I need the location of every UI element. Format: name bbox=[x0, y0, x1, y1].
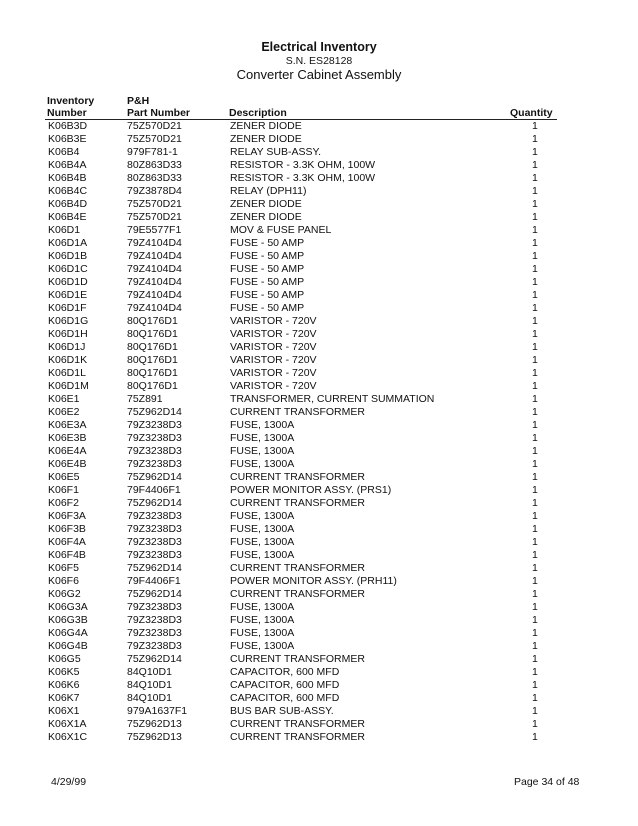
table-row bbox=[0, 237, 638, 250]
part-number-cell: 79Z4104D4 bbox=[127, 237, 182, 249]
table-row bbox=[0, 276, 638, 289]
table-row bbox=[0, 575, 638, 588]
inventory-number-cell: K06F5 bbox=[48, 562, 79, 574]
part-number-cell: 79Z3238D3 bbox=[127, 640, 182, 652]
description-cell: VARISTOR - 720V bbox=[230, 328, 317, 340]
part-number-cell: 75Z962D13 bbox=[127, 718, 182, 730]
quantity-cell: 1 bbox=[532, 172, 538, 184]
part-number-cell: 79Z4104D4 bbox=[127, 276, 182, 288]
description-cell: FUSE, 1300A bbox=[230, 432, 295, 444]
column-header-part-number bbox=[127, 95, 190, 119]
description-cell: RESISTOR - 3.3K OHM, 100W bbox=[230, 172, 376, 184]
part-number-cell: 75Z570D21 bbox=[127, 120, 182, 132]
part-number-cell: 75Z962D14 bbox=[127, 497, 182, 509]
part-number-cell: 80Q176D1 bbox=[127, 367, 178, 379]
column-header-inventory-line1: Inventory bbox=[47, 95, 95, 107]
table-row bbox=[0, 419, 638, 432]
part-number-cell: 79Z3238D3 bbox=[127, 510, 182, 522]
column-header-pn-line2: Part Number bbox=[127, 107, 191, 119]
inventory-number-cell: K06D1L bbox=[48, 367, 86, 379]
part-number-cell: 79Z3238D3 bbox=[127, 549, 182, 561]
description-cell: FUSE, 1300A bbox=[230, 458, 295, 470]
inventory-number-cell: K06G3A bbox=[48, 601, 88, 613]
quantity-cell: 1 bbox=[532, 575, 538, 587]
part-number-cell: 979F781-1 bbox=[127, 146, 178, 158]
table-row bbox=[0, 328, 638, 341]
description-cell: TRANSFORMER, CURRENT SUMMATION bbox=[230, 393, 435, 405]
inventory-number-cell: K06D1B bbox=[48, 250, 88, 262]
quantity-cell: 1 bbox=[532, 224, 538, 236]
part-number-cell: 80Q176D1 bbox=[127, 328, 178, 340]
quantity-cell: 1 bbox=[532, 640, 538, 652]
description-cell: VARISTOR - 720V bbox=[230, 341, 317, 353]
inventory-number-cell: K06E3B bbox=[48, 432, 87, 444]
quantity-cell: 1 bbox=[532, 614, 538, 626]
table-row bbox=[0, 315, 638, 328]
description-cell: ZENER DIODE bbox=[230, 133, 302, 145]
quantity-cell: 1 bbox=[532, 510, 538, 522]
table-row bbox=[0, 250, 638, 263]
description-cell: FUSE - 50 AMP bbox=[230, 263, 305, 275]
table-row bbox=[0, 146, 638, 159]
quantity-cell: 1 bbox=[532, 328, 538, 340]
description-cell: CURRENT TRANSFORMER bbox=[230, 471, 365, 483]
quantity-cell: 1 bbox=[532, 185, 538, 197]
inventory-number-cell: K06D1K bbox=[48, 354, 88, 366]
document-subtitle: Converter Cabinet Assembly bbox=[236, 67, 402, 82]
inventory-number-cell: K06G5 bbox=[48, 653, 81, 665]
part-number-cell: 75Z962D14 bbox=[127, 588, 182, 600]
quantity-cell: 1 bbox=[532, 419, 538, 431]
inventory-number-cell: K06B4A bbox=[48, 159, 87, 171]
quantity-cell: 1 bbox=[532, 120, 538, 132]
description-cell: FUSE, 1300A bbox=[230, 627, 295, 639]
quantity-cell: 1 bbox=[532, 458, 538, 470]
inventory-number-cell: K06D1J bbox=[48, 341, 86, 353]
table-row bbox=[0, 133, 638, 146]
inventory-number-cell: K06B3E bbox=[48, 133, 87, 145]
table-row bbox=[0, 198, 638, 211]
part-number-cell: 79E5577F1 bbox=[127, 224, 182, 236]
table-row bbox=[0, 549, 638, 562]
inventory-number-cell: K06B4B bbox=[48, 172, 87, 184]
table-row bbox=[0, 263, 638, 276]
description-cell: CAPACITOR, 600 MFD bbox=[230, 679, 340, 691]
description-cell: CURRENT TRANSFORMER bbox=[230, 731, 365, 743]
description-cell: CURRENT TRANSFORMER bbox=[230, 497, 365, 509]
inventory-number-cell: K06F4B bbox=[48, 549, 86, 561]
part-number-cell: 80Z863D33 bbox=[127, 172, 182, 184]
table-row bbox=[0, 523, 638, 536]
quantity-cell: 1 bbox=[532, 276, 538, 288]
inventory-number-cell: K06B4 bbox=[48, 146, 80, 158]
quantity-cell: 1 bbox=[532, 133, 538, 145]
inventory-number-cell: K06X1C bbox=[48, 731, 88, 743]
inventory-number-cell: K06E4A bbox=[48, 445, 87, 457]
table-row bbox=[0, 432, 638, 445]
inventory-number-cell: K06G4A bbox=[48, 627, 88, 639]
part-number-cell: 79Z3238D3 bbox=[127, 445, 182, 457]
description-cell: BUS BAR SUB-ASSY. bbox=[230, 705, 334, 717]
column-header-inventory-line2: Number bbox=[47, 107, 87, 119]
description-cell: CURRENT TRANSFORMER bbox=[230, 406, 365, 418]
quantity-cell: 1 bbox=[532, 536, 538, 548]
description-cell: CURRENT TRANSFORMER bbox=[230, 718, 365, 730]
inventory-number-cell: K06B4E bbox=[48, 211, 87, 223]
description-cell: FUSE - 50 AMP bbox=[230, 250, 305, 262]
quantity-cell: 1 bbox=[532, 588, 538, 600]
part-number-cell: 79Z3238D3 bbox=[127, 523, 182, 535]
part-number-cell: 79F4406F1 bbox=[127, 575, 181, 587]
part-number-cell: 75Z962D13 bbox=[127, 731, 182, 743]
description-cell: RELAY (DPH11) bbox=[230, 185, 307, 197]
description-cell: FUSE, 1300A bbox=[230, 445, 295, 457]
part-number-cell: 79Z3238D3 bbox=[127, 536, 182, 548]
description-cell: VARISTOR - 720V bbox=[230, 367, 317, 379]
description-cell: CURRENT TRANSFORMER bbox=[230, 588, 365, 600]
table-row bbox=[0, 211, 638, 224]
serial-number: S.N. ES28128 bbox=[285, 55, 353, 67]
inventory-number-cell: K06G4B bbox=[48, 640, 88, 652]
inventory-number-cell: K06F3A bbox=[48, 510, 86, 522]
table-row bbox=[0, 302, 638, 315]
document-title: Electrical Inventory bbox=[261, 40, 377, 54]
inventory-number-cell: K06F2 bbox=[48, 497, 79, 509]
description-cell: MOV & FUSE PANEL bbox=[230, 224, 332, 236]
table-row bbox=[0, 562, 638, 575]
table-row bbox=[0, 601, 638, 614]
table-row bbox=[0, 627, 638, 640]
quantity-cell: 1 bbox=[532, 484, 538, 496]
description-cell: CAPACITOR, 600 MFD bbox=[230, 692, 340, 704]
description-cell: CURRENT TRANSFORMER bbox=[230, 562, 365, 574]
footer-page-number: Page 34 of 48 bbox=[514, 776, 580, 788]
inventory-number-cell: K06D1C bbox=[48, 263, 88, 275]
table-row bbox=[0, 458, 638, 471]
part-number-cell: 79Z4104D4 bbox=[127, 289, 182, 301]
part-number-cell: 79Z4104D4 bbox=[127, 263, 182, 275]
table-row bbox=[0, 640, 638, 653]
table-row bbox=[0, 718, 638, 731]
part-number-cell: 75Z570D21 bbox=[127, 198, 182, 210]
table-row bbox=[0, 692, 638, 705]
inventory-number-cell: K06D1A bbox=[48, 237, 88, 249]
part-number-cell: 84Q10D1 bbox=[127, 666, 172, 678]
part-number-cell: 80Q176D1 bbox=[127, 354, 178, 366]
description-cell: RESISTOR - 3.3K OHM, 100W bbox=[230, 159, 376, 171]
table-row bbox=[0, 588, 638, 601]
table-row bbox=[0, 679, 638, 692]
part-number-cell: 84Q10D1 bbox=[127, 679, 172, 691]
table-row bbox=[0, 536, 638, 549]
quantity-cell: 1 bbox=[532, 341, 538, 353]
table-row bbox=[0, 445, 638, 458]
table-row bbox=[0, 731, 638, 744]
description-cell: FUSE, 1300A bbox=[230, 419, 295, 431]
part-number-cell: 75Z962D14 bbox=[127, 653, 182, 665]
inventory-number-cell: K06E5 bbox=[48, 471, 80, 483]
quantity-cell: 1 bbox=[532, 705, 538, 717]
part-number-cell: 75Z570D21 bbox=[127, 211, 182, 223]
quantity-cell: 1 bbox=[532, 679, 538, 691]
quantity-cell: 1 bbox=[532, 601, 538, 613]
quantity-cell: 1 bbox=[532, 380, 538, 392]
quantity-cell: 1 bbox=[532, 211, 538, 223]
column-header-quantity: Quantity bbox=[510, 107, 553, 119]
description-cell: ZENER DIODE bbox=[230, 198, 302, 210]
quantity-cell: 1 bbox=[532, 393, 538, 405]
part-number-cell: 79Z3238D3 bbox=[127, 627, 182, 639]
part-number-cell: 84Q10D1 bbox=[127, 692, 172, 704]
inventory-table bbox=[0, 120, 638, 744]
table-row bbox=[0, 289, 638, 302]
inventory-number-cell: K06D1G bbox=[48, 315, 89, 327]
inventory-number-cell: K06D1F bbox=[48, 302, 87, 314]
description-cell: FUSE, 1300A bbox=[230, 523, 295, 535]
description-cell: VARISTOR - 720V bbox=[230, 315, 317, 327]
inventory-number-cell: K06D1 bbox=[48, 224, 81, 236]
inventory-number-cell: K06K6 bbox=[48, 679, 80, 691]
inventory-number-cell: K06E4B bbox=[48, 458, 87, 470]
description-cell: FUSE - 50 AMP bbox=[230, 276, 305, 288]
quantity-cell: 1 bbox=[532, 354, 538, 366]
quantity-cell: 1 bbox=[532, 497, 538, 509]
inventory-number-cell: K06F3B bbox=[48, 523, 86, 535]
description-cell: FUSE - 50 AMP bbox=[230, 237, 305, 249]
description-cell: FUSE - 50 AMP bbox=[230, 289, 305, 301]
inventory-number-cell: K06K7 bbox=[48, 692, 80, 704]
inventory-number-cell: K06D1M bbox=[48, 380, 89, 392]
column-header-description: Description bbox=[229, 107, 287, 119]
part-number-cell: 75Z570D21 bbox=[127, 133, 182, 145]
table-row bbox=[0, 354, 638, 367]
quantity-cell: 1 bbox=[532, 237, 538, 249]
quantity-cell: 1 bbox=[532, 549, 538, 561]
quantity-cell: 1 bbox=[532, 289, 538, 301]
quantity-cell: 1 bbox=[532, 263, 538, 275]
table-row bbox=[0, 159, 638, 172]
inventory-number-cell: K06F1 bbox=[48, 484, 79, 496]
part-number-cell: 79Z3238D3 bbox=[127, 458, 182, 470]
description-cell: RELAY SUB-ASSY. bbox=[230, 146, 322, 158]
description-cell: CURRENT TRANSFORMER bbox=[230, 653, 365, 665]
description-cell: FUSE - 50 AMP bbox=[230, 302, 305, 314]
footer-date: 4/29/99 bbox=[51, 776, 87, 788]
table-row bbox=[0, 367, 638, 380]
description-cell: FUSE, 1300A bbox=[230, 510, 295, 522]
description-cell: FUSE, 1300A bbox=[230, 549, 295, 561]
inventory-number-cell: K06G3B bbox=[48, 614, 88, 626]
description-cell: VARISTOR - 720V bbox=[230, 354, 317, 366]
inventory-number-cell: K06X1A bbox=[48, 718, 87, 730]
description-cell: ZENER DIODE bbox=[230, 120, 302, 132]
inventory-number-cell: K06E2 bbox=[48, 406, 80, 418]
quantity-cell: 1 bbox=[532, 146, 538, 158]
quantity-cell: 1 bbox=[532, 653, 538, 665]
inventory-number-cell: K06D1E bbox=[48, 289, 88, 301]
description-cell: CAPACITOR, 600 MFD bbox=[230, 666, 340, 678]
part-number-cell: 79Z3238D3 bbox=[127, 614, 182, 626]
inventory-number-cell: K06F6 bbox=[48, 575, 79, 587]
quantity-cell: 1 bbox=[532, 432, 538, 444]
quantity-cell: 1 bbox=[532, 627, 538, 639]
part-number-cell: 79F4406F1 bbox=[127, 484, 181, 496]
table-row bbox=[0, 341, 638, 354]
part-number-cell: 79Z3238D3 bbox=[127, 419, 182, 431]
quantity-cell: 1 bbox=[532, 250, 538, 262]
table-row bbox=[0, 224, 638, 237]
inventory-number-cell: K06D1H bbox=[48, 328, 88, 340]
quantity-cell: 1 bbox=[532, 718, 538, 730]
quantity-cell: 1 bbox=[532, 367, 538, 379]
part-number-cell: 80Q176D1 bbox=[127, 341, 178, 353]
table-row bbox=[0, 653, 638, 666]
table-row bbox=[0, 471, 638, 484]
part-number-cell: 79Z3238D3 bbox=[127, 432, 182, 444]
description-cell: VARISTOR - 720V bbox=[230, 380, 317, 392]
inventory-number-cell: K06D1D bbox=[48, 276, 88, 288]
inventory-number-cell: K06B3D bbox=[48, 120, 88, 132]
part-number-cell: 79Z3878D4 bbox=[127, 185, 182, 197]
table-row bbox=[0, 510, 638, 523]
inventory-number-cell: K06B4D bbox=[48, 198, 88, 210]
part-number-cell: 80Q176D1 bbox=[127, 380, 178, 392]
inventory-number-cell: K06E3A bbox=[48, 419, 87, 431]
table-row bbox=[0, 497, 638, 510]
part-number-cell: 79Z4104D4 bbox=[127, 250, 182, 262]
table-row bbox=[0, 705, 638, 718]
part-number-cell: 75Z962D14 bbox=[127, 471, 182, 483]
description-cell: FUSE, 1300A bbox=[230, 536, 295, 548]
quantity-cell: 1 bbox=[532, 731, 538, 743]
quantity-cell: 1 bbox=[532, 315, 538, 327]
quantity-cell: 1 bbox=[532, 159, 538, 171]
part-number-cell: 75Z962D14 bbox=[127, 562, 182, 574]
table-row bbox=[0, 393, 638, 406]
table-row bbox=[0, 614, 638, 627]
column-header-pn-line1: P&H bbox=[127, 95, 150, 107]
description-cell: FUSE, 1300A bbox=[230, 640, 295, 652]
table-row bbox=[0, 484, 638, 497]
part-number-cell: 79Z3238D3 bbox=[127, 601, 182, 613]
part-number-cell: 80Q176D1 bbox=[127, 315, 178, 327]
description-cell: FUSE, 1300A bbox=[230, 601, 295, 613]
table-row bbox=[0, 172, 638, 185]
table-row bbox=[0, 120, 638, 133]
quantity-cell: 1 bbox=[532, 471, 538, 483]
part-number-cell: 79Z4104D4 bbox=[127, 302, 182, 314]
table-row bbox=[0, 666, 638, 679]
description-cell: POWER MONITOR ASSY. (PRH11) bbox=[230, 575, 397, 587]
quantity-cell: 1 bbox=[532, 562, 538, 574]
table-row bbox=[0, 406, 638, 419]
quantity-cell: 1 bbox=[532, 692, 538, 704]
description-cell: ZENER DIODE bbox=[230, 211, 302, 223]
inventory-number-cell: K06B4C bbox=[48, 185, 88, 197]
quantity-cell: 1 bbox=[532, 445, 538, 457]
table-row bbox=[0, 380, 638, 393]
table-row bbox=[0, 185, 638, 198]
quantity-cell: 1 bbox=[532, 406, 538, 418]
quantity-cell: 1 bbox=[532, 302, 538, 314]
inventory-number-cell: K06X1 bbox=[48, 705, 80, 717]
quantity-cell: 1 bbox=[532, 523, 538, 535]
inventory-number-cell: K06G2 bbox=[48, 588, 81, 600]
description-cell: FUSE, 1300A bbox=[230, 614, 295, 626]
part-number-cell: 979A1637F1 bbox=[127, 705, 188, 717]
part-number-cell: 75Z891 bbox=[127, 393, 163, 405]
description-cell: POWER MONITOR ASSY. (PRS1) bbox=[230, 484, 392, 496]
quantity-cell: 1 bbox=[532, 666, 538, 678]
column-header-inventory-number bbox=[47, 95, 94, 119]
inventory-number-cell: K06F4A bbox=[48, 536, 86, 548]
inventory-number-cell: K06K5 bbox=[48, 666, 80, 678]
quantity-cell: 1 bbox=[532, 198, 538, 210]
part-number-cell: 75Z962D14 bbox=[127, 406, 182, 418]
part-number-cell: 80Z863D33 bbox=[127, 159, 182, 171]
inventory-number-cell: K06E1 bbox=[48, 393, 80, 405]
